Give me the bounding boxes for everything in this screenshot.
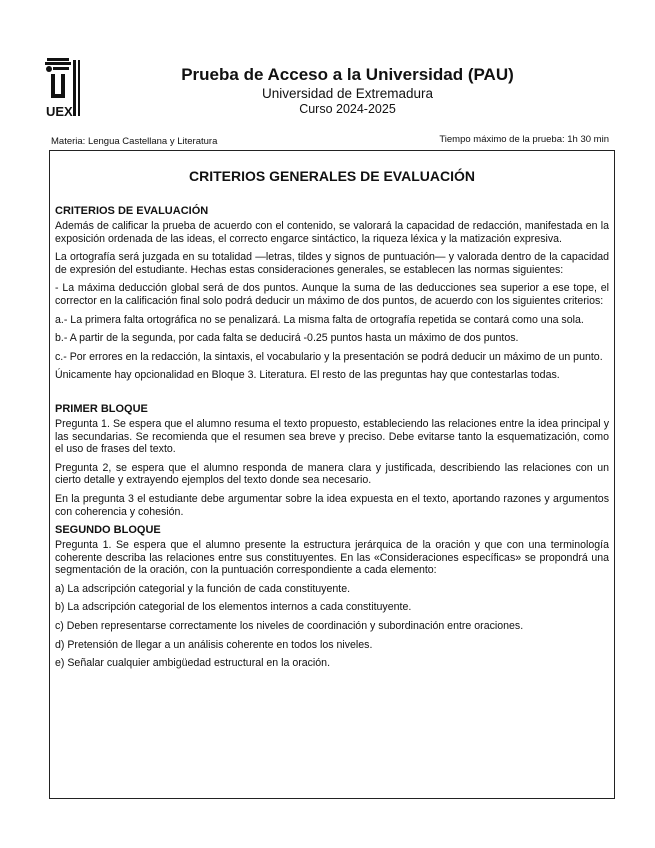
list-item: d) Pretensión de llegar a un análisis coherente en todos los niveles. [55, 638, 373, 651]
criteria-title: CRITERIOS GENERALES DE EVALUACIÓN [189, 168, 475, 184]
criteria-content [50, 205, 614, 670]
paragraph: Únicamente hay opcionalidad en Bloque 3. Literatura. El resto de las preguntas hay que contestarlas todas. [55, 369, 560, 382]
paragraph: b.- A partir de la segunda, por cada falta se deducirá -0.25 puntos hasta un máximo de dos puntos. [55, 332, 519, 345]
paragraph: Pregunta 1. Se espera que el alumno presente la estructura jerárquica de la oración y que con una terminología coherente describa las relaciones entre sus constituyentes. En las «Consideraciones específicas» se propondrá una segmentación de la oración, con la puntuación correspondiente a cada elemento: [55, 539, 609, 577]
section-heading-primer-bloque: PRIMER BLOQUE [55, 402, 148, 415]
time-label: Tiempo máximo de la prueba: 1h 30 min [439, 134, 609, 145]
paragraph: a.- La primera falta ortográfica no se penalizará. La misma falta de ortografía repetida se contará como una sola. [55, 313, 584, 326]
paragraph: c.- Por errores en la redacción, la sintaxis, el vocabulario y la presentación se podrá deducir un máximo de un punto. [55, 350, 603, 363]
criteria-box [49, 150, 615, 799]
list-item: e) Señalar cualquier ambigüedad estructural en la oración. [55, 657, 331, 670]
list-item: b) La adscripción categorial de los elementos internos a cada constituyente. [55, 601, 412, 614]
course-year: Curso 2024-2025 [299, 102, 396, 116]
paragraph: En la pregunta 3 el estudiante debe argumentar sobre la idea expuesta en el texto, aportando razones y argumentos con coherencia y cohesión. [55, 492, 609, 518]
logo-text: UEX [46, 104, 73, 119]
section-heading-segundo-bloque: SEGUNDO BLOQUE [55, 524, 161, 537]
paragraph: Pregunta 1. Se espera que el alumno resuma el texto propuesto, estableciendo las relaciones entre la idea principal y las secundarias. Se recomienda que el resumen sea breve y preciso. Debe evitarse tanto la esquematización, como el uso de frases del texto. [55, 417, 609, 456]
list-item: c) Deben representarse correctamente los niveles de coordinación y subordinación entre oraciones. [55, 620, 524, 633]
section-heading-criterios: CRITERIOS DE EVALUACIÓN [55, 205, 209, 217]
paragraph: La ortografía será juzgada en su totalidad —letras, tildes y signos de puntuación— y valorada dentro de la capacidad de expresión del estudiante. Hechas estas consideraciones generales, se establecen las normas siguientes: [55, 251, 609, 276]
paragraph: Además de calificar la prueba de acuerdo con el contenido, se valorará la capacidad de redacción, manifestada en la exposición ordenada de las ideas, el correcto engarce sintáctico, la riqueza léxica y la matización expresiva. [55, 220, 609, 245]
paragraph: Pregunta 2, se espera que el alumno responda de manera clara y justificada, describiendo las relaciones con un cierto detalle y extrayendo ejemplos del texto donde sea necesario. [55, 461, 609, 487]
paragraph: - La máxima deducción global será de dos puntos. Aunque la suma de las deducciones sea superior a ese tope, el corrector en la calificación final solo podrá deducir un máximo de dos puntos, de acuerdo con los siguientes criterios: [55, 282, 609, 307]
subject-label: Materia: Lengua Castellana y Literatura [51, 136, 218, 147]
university-name: Universidad de Extremadura [261, 86, 434, 101]
list-item: a) La adscripción categorial y la función de cada constituyente. [55, 582, 351, 595]
page-title: Prueba de Acceso a la Universidad (PAU) [181, 65, 514, 84]
